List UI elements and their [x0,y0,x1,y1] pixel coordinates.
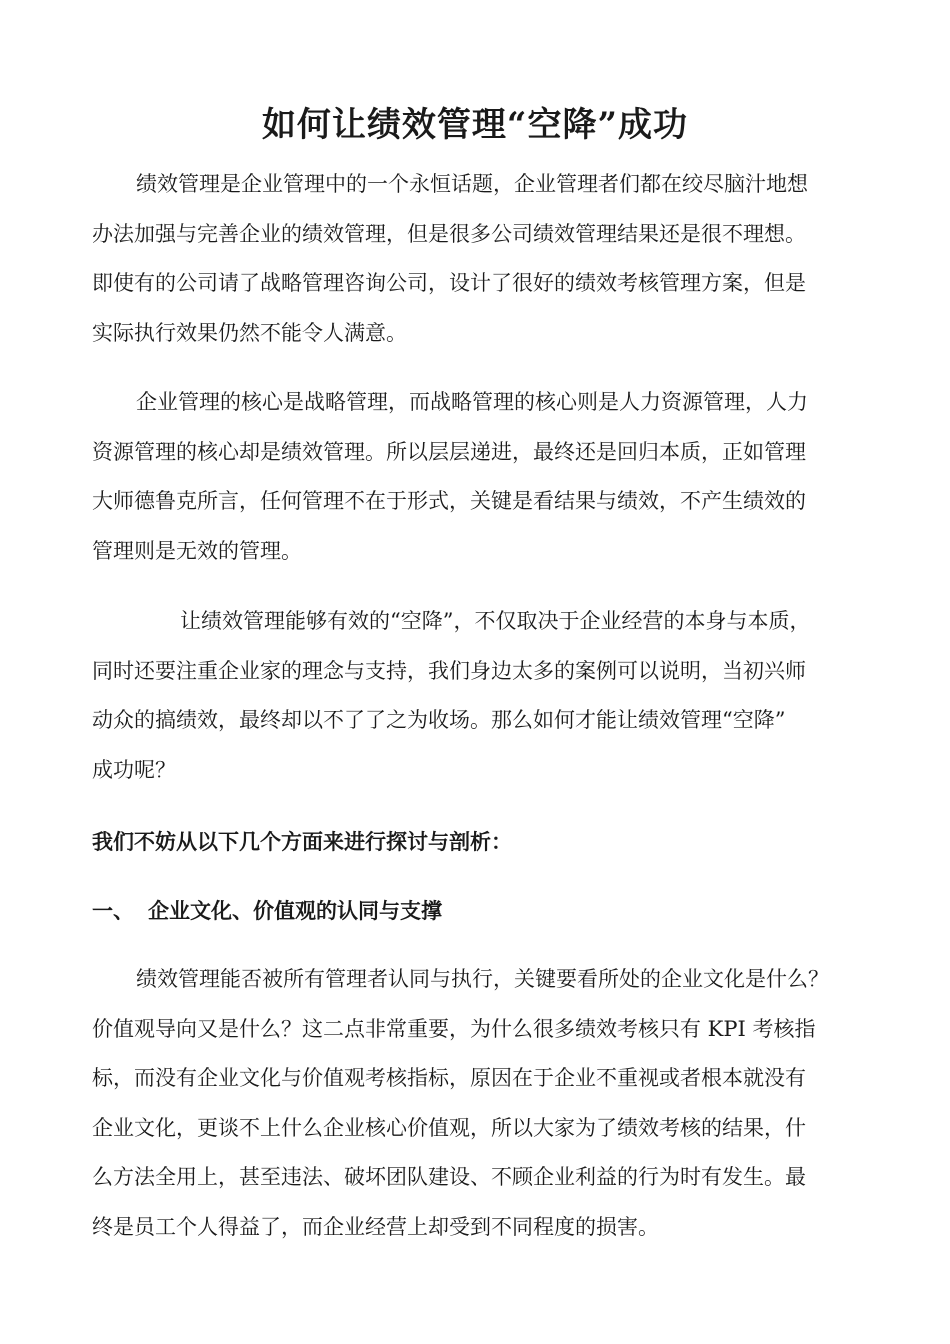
paragraph-line: 价值观导向又是什么？这二点非常重要，为什么很多绩效考核只有 KPI 考核指 [92,1016,816,1041]
paragraph-line: 动众的搞绩效，最终却以不了了之为收场。那么如何才能让绩效管理“空降” [92,708,786,732]
document-title: 如何让绩效管理“空降”成功 [261,105,689,145]
paragraph-line: 办法加强与完善企业的绩效管理，但是很多公司绩效管理结果还是很不理想。 [92,221,806,246]
paragraph-line: 绩效管理能否被所有管理者认同与执行，关键要看所处的企业文化是什么？ [136,967,829,991]
paragraph-line: 终是员工个人得益了，而企业经营上却受到不同程度的损害。 [92,1214,659,1239]
section-title: 企业文化、价值观的认同与支撑 [148,898,442,923]
paragraph-line: 管理则是无效的管理。 [92,538,302,563]
intro-heading: 我们不妨从以下几个方面来进行探讨与剖析： [92,829,512,854]
paragraph-1 [92,160,862,358]
paragraph-line: 么方法全用上，甚至违法、破坏团队建设、不顾企业利益的行为时有发生。最 [92,1165,806,1189]
paragraph-line: 成功呢？ [92,757,176,782]
paragraph-line: 企业文化，更谈不上什么企业核心价值观，所以大家为了绩效考核的结果，什 [92,1115,806,1140]
paragraph-4 [92,955,862,1252]
paragraph-line: 绩效管理是企业管理中的一个永恒话题，企业管理者们都在绞尽脑汁地想 [136,172,808,196]
section-number: 一、 [92,898,134,923]
paragraph-line: 标，而没有企业文化与价值观考核指标，原因在于企业不重视或者根本就没有 [92,1066,806,1090]
paragraph-line: 让绩效管理能够有效的“空降”，不仅取决于企业经营的本身与本质， [180,609,811,633]
paragraph-3 [92,597,862,795]
paragraph-line: 资源管理的核心却是绩效管理。所以层层递进，最终还是回归本质，正如管理 [92,439,806,464]
paragraph-line: 企业管理的核心是战略管理，而战略管理的核心则是人力资源管理，人力 [136,390,808,414]
paragraph-line: 大师德鲁克所言，任何管理不在于形式，关键是看结果与绩效，不产生绩效的 [92,489,806,513]
paragraph-line: 同时还要注重企业家的理念与支持，我们身边太多的案例可以说明，当初兴师 [92,658,806,683]
paragraph-line: 实际执行效果仍然不能令人满意。 [92,320,407,345]
paragraph-2 [92,378,862,576]
section-heading [92,891,442,931]
paragraph-line: 即使有的公司请了战略管理咨询公司，设计了很好的绩效考核管理方案，但是 [92,271,806,295]
